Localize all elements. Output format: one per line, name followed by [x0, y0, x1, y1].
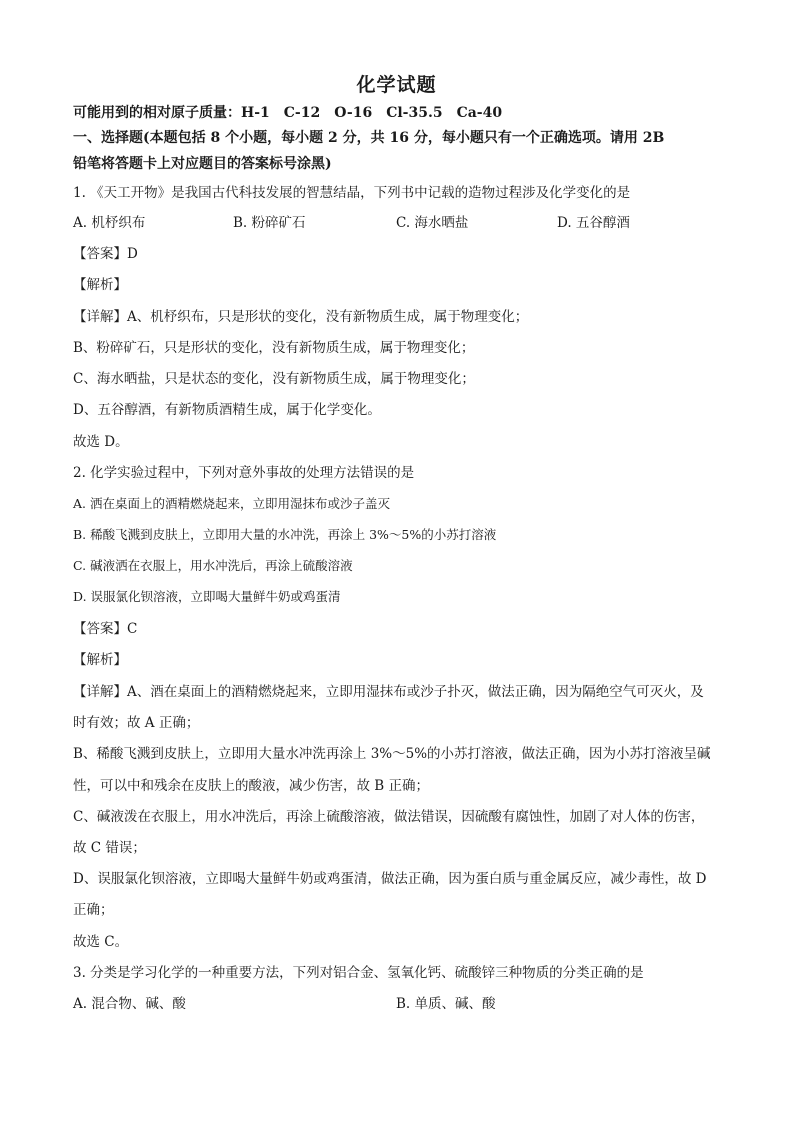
q2-detail-line: C、碱液泼在衣服上，用水冲洗后，再涂上硫酸溶液，做法错误，因硫酸有腐蚀性，加剧了对人体的伤害， — [73, 809, 705, 825]
q1-option-b: B. 粉碎矿石 — [233, 215, 306, 231]
q2-conclusion: 故选 C。 — [73, 934, 129, 950]
q1-option-c: C. 海水晒盐 — [396, 215, 469, 231]
q2-option-b: B. 稀酸飞溅到皮肤上，立即用大量的水冲洗，再涂上 3%～5%的小苏打溶液 — [73, 527, 497, 542]
q1-stem: 1. 《天工开物》是我国古代科技发展的智慧结晶，下列书中记载的造物过程涉及化学变化的是 — [73, 185, 631, 201]
q2-detail-line: 时有效；故 A 正确； — [73, 715, 200, 731]
q1-answer: 【答案】D — [73, 246, 138, 262]
section-header-line1: 一、选择题(本题包括 8 个小题，每小题 2 分，共 16 分，每小题只有一个正确选项。请用 2B — [73, 130, 665, 146]
q1-conclusion: 故选 D。 — [73, 434, 129, 450]
q2-option-c: C. 碱液洒在衣服上，用水冲洗后，再涂上硫酸溶液 — [73, 558, 353, 573]
q3-stem: 3. 分类是学习化学的一种重要方法，下列对铝合金、氢氧化钙、硫酸锌三种物质的分类正确的是 — [73, 965, 644, 981]
q2-detail-line: 正确； — [73, 902, 114, 918]
q3-option-a: A. 混合物、碱、酸 — [73, 996, 186, 1012]
q2-detail-line: 故 C 错误； — [73, 840, 146, 856]
q2-option-a: A. 洒在桌面上的酒精燃烧起来，立即用湿抹布或沙子盖灭 — [73, 496, 390, 511]
q2-option-d: D. 误服氯化钡溶液，立即喝大量鲜牛奶或鸡蛋清 — [73, 589, 341, 604]
q2-answer: 【答案】C — [73, 621, 138, 637]
q2-detail-line: B、稀酸飞溅到皮肤上，立即用大量水冲洗再涂上 3%～5%的小苏打溶液，做法正确，因为小苏打溶液呈碱 — [73, 746, 711, 762]
q2-detail-line: 【详解】A、酒在桌面上的酒精燃烧起来，立即用湿抹布或沙子扑灭，做法正确，因为隔绝空气可灭火，及 — [73, 684, 704, 700]
q2-stem: 2. 化学实验过程中，下列对意外事故的处理方法错误的是 — [73, 465, 415, 481]
q1-detail-line: B、粉碎矿石，只是形状的变化，没有新物质生成，属于物理变化； — [73, 340, 475, 356]
q1-detail-line: 【详解】A、机杼织布，只是形状的变化，没有新物质生成，属于物理变化； — [73, 309, 529, 325]
q1-analysis-label: 【解析】 — [73, 277, 127, 293]
page-title: 化学试题 — [356, 74, 437, 96]
q3-option-b: B. 单质、碱、酸 — [396, 996, 496, 1012]
q2-detail-line: 性，可以中和残余在皮肤上的酸液，减少伤害，故 B 正确； — [73, 778, 430, 794]
q2-analysis-label: 【解析】 — [73, 652, 127, 668]
q2-detail-line: D、误服氯化钡溶液，立即喝大量鲜牛奶或鸡蛋清，做法正确，因为蛋白质与重金属反应，减少毒性，故 D — [73, 871, 707, 887]
q1-detail-line: D、五谷醇酒，有新物质酒精生成，属于化学变化。 — [73, 402, 381, 418]
q1-detail-line: C、海水晒盐，只是状态的变化，没有新物质生成，属于物理变化； — [73, 371, 475, 387]
q1-option-d: D. 五谷醇酒 — [557, 215, 630, 231]
section-header-line2: 铅笔将答题卡上对应题目的答案标号涂黑) — [73, 156, 332, 172]
atomic-mass-line: 可能用到的相对原子质量：H-1 C-12 O-16 Cl-35.5 Ca-40 — [73, 105, 503, 121]
q1-option-a: A. 机杼织布 — [73, 215, 146, 231]
